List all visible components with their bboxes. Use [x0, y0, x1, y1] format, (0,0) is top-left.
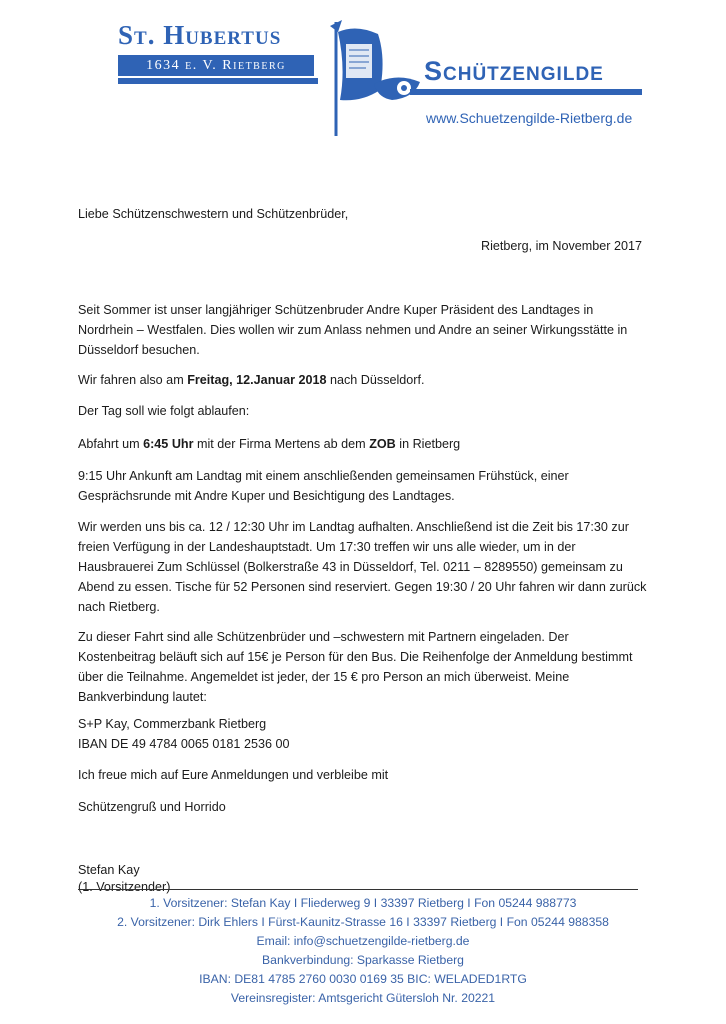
signature-role: (1. Vorsitzender): [78, 880, 171, 894]
paragraph-line: Nordrhein – Westfalen. Dies wollen wir zum Anlass nehmen und Andre an seiner Wirkungsstätte in: [78, 323, 628, 337]
departure-time: 6:45 Uhr: [143, 437, 194, 451]
departure-place: ZOB: [369, 437, 396, 451]
paragraph-text: Wir fahren also am: [78, 373, 188, 387]
paragraph-line: Gesprächsrunde mit Andre Kuper und Besichtigung des Landtages.: [78, 489, 455, 503]
paragraph-text: in Rietberg: [395, 437, 461, 451]
paragraph-schedule-intro: Der Tag soll wie folgt ablaufen:: [78, 404, 250, 418]
footer-line: Vereinsregister: Amtsgericht Gütersloh Nr. 20221: [230, 991, 496, 1005]
paragraph-line: nach Rietberg.: [78, 600, 160, 614]
paragraph-line: 9:15 Uhr Ankunft am Landtag mit einem anschließenden gemeinsamen Frühstück, einer: [78, 469, 569, 483]
paragraph-departure: [78, 434, 648, 454]
paragraph-line: Zu dieser Fahrt sind alle Schützenbrüder und –schwestern mit Partnern eingeladen. Der: [78, 630, 569, 644]
closing-line: Ich freue mich auf Eure Anmeldungen und verbleibe mit: [78, 768, 389, 782]
letterhead-bar-left: [118, 78, 318, 84]
club-name-top: St. Hubertus: [118, 20, 282, 50]
paragraph-line: über die Teilnahme. Angemeldet ist jeder, der 15 € pro Person an mich überweist. Meine: [78, 670, 570, 684]
paragraph-line: Kostenbeitrag beläuft sich auf 15€ je Person für den Bus. Die Reihenfolge der Anmeldung bestimmt: [78, 650, 633, 664]
footer-divider: [78, 889, 638, 890]
footer-line: 2. Vorsitzener: Dirk Ehlers I Fürst-Kaunitz-Strasse 16 I 33397 Rietberg I Fon 05244 988358: [117, 915, 609, 929]
date-line: Rietberg, im November 2017: [481, 239, 642, 253]
paragraph-line: Bankverbindung lautet:: [78, 690, 207, 704]
paragraph-text: mit der Firma Mertens ab dem: [193, 437, 370, 451]
salutation: Liebe Schützenschwestern und Schützenbrüder,: [78, 207, 349, 221]
website-link[interactable]: www.Schuetzengilde-Rietberg.de: [426, 110, 633, 126]
paragraph-line: Düsseldorf besuchen.: [78, 343, 200, 357]
paragraph-text: nach Düsseldorf.: [326, 373, 425, 387]
footer-email[interactable]: Email: info@schuetzengilde-rietberg.de: [256, 934, 470, 948]
paragraph-line: Hausbrauerei Zum Schlüssel (Bolkerstraße 43 in Düsseldorf, Tel. 0211 – 8289550) gemeinsam zu: [78, 560, 623, 574]
footer-line: IBAN: DE81 4785 2760 0030 0169 35 BIC: WELADED1RTG: [199, 972, 527, 986]
paragraph-line: freien Verfügung in der Landeshauptstadt. Um 17:30 treffen wir uns alle wieder, um in der: [78, 540, 576, 554]
paragraph-text: Abfahrt um: [78, 437, 144, 451]
bank-iban: IBAN DE 49 4784 0065 0181 2536 00: [78, 737, 290, 751]
club-founding-banner: 1634 e. V. Rietberg: [118, 55, 314, 76]
club-name-right: Schützengilde: [424, 56, 604, 86]
flag-emblem-icon: [316, 18, 426, 138]
paragraph-program: [78, 517, 648, 617]
footer-line: 1. Vorsitzener: Stefan Kay I Fliederweg 9 I 33397 Rietberg I Fon 05244 988773: [149, 896, 577, 910]
bank-account-holder: S+P Kay, Commerzbank Rietberg: [78, 717, 267, 731]
paragraph-intro: [78, 300, 648, 360]
paragraph-arrival: [78, 466, 648, 506]
paragraph-line: Abend zu essen. Tische für 52 Personen sind reserviert. Gegen 19:30 / 20 Uhr fahren wir dann zurück: [78, 580, 647, 594]
footer-contact: [0, 894, 726, 1008]
paragraph-date: [78, 370, 648, 390]
paragraph-line: Seit Sommer ist unser langjähriger Schützenbruder Andre Kuper Präsident des Landtages in: [78, 303, 594, 317]
signature-name: Stefan Kay: [78, 863, 140, 877]
paragraph-invitation: [78, 627, 648, 707]
paragraph-line: Wir werden uns bis ca. 12 / 12:30 Uhr im Landtag aufhalten. Anschließend ist die Zeit bis 17:30 zur: [78, 520, 629, 534]
bank-details: [78, 714, 648, 754]
trip-date: Freitag, 12.Januar 2018: [187, 373, 327, 387]
greeting-line: Schützengruß und Horrido: [78, 800, 226, 814]
footer-line: Bankverbindung: Sparkasse Rietberg: [262, 953, 464, 967]
letterhead-bar-right: [410, 89, 642, 95]
